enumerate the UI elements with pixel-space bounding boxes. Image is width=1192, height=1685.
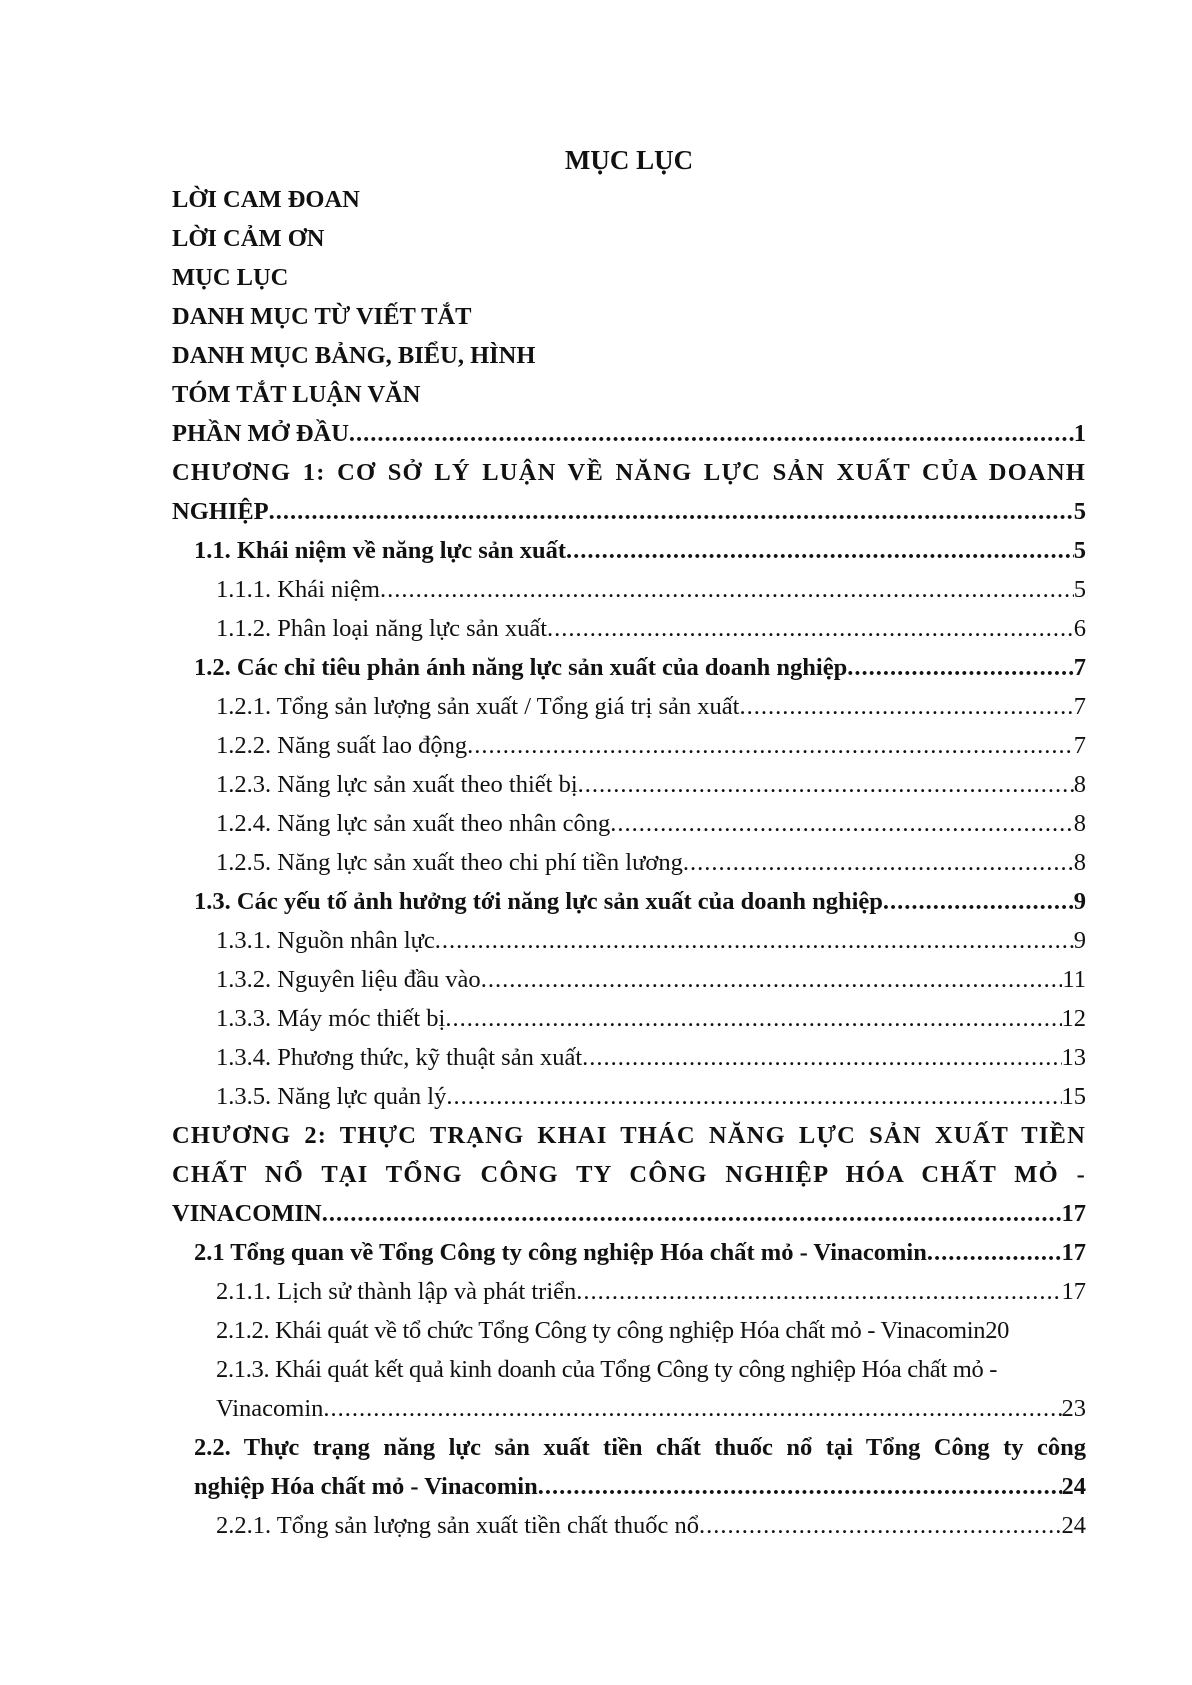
toc-entry-text: 1.2.4. Năng lực sản xuất theo nhân công: [216, 810, 611, 837]
toc-page-number: 15: [1061, 1083, 1086, 1110]
leader-dots: [576, 1272, 1061, 1311]
toc-page-number: 12: [1061, 1005, 1086, 1032]
toc-entry: [172, 1311, 1086, 1350]
toc-entry: [172, 921, 1086, 960]
toc-entry-text: MỤC LỤC: [172, 264, 289, 291]
toc-entry-text: 2.1 Tổng quan về Tổng Công ty công nghiệp Hóa chất mỏ - Vinacomin: [194, 1239, 927, 1266]
toc-page-number: 24: [1061, 1473, 1086, 1500]
toc-entry-text: nghiệp Hóa chất mỏ - Vinacomin: [194, 1473, 538, 1500]
leader-dots: [582, 1038, 1061, 1077]
leader-dots: [322, 1194, 1062, 1233]
toc-entry-text: 1.1. Khái niệm về năng lực sản xuất: [194, 537, 567, 564]
toc-entry: [172, 492, 1086, 531]
leader-dots: [380, 570, 1074, 609]
toc-entry: [172, 336, 1086, 375]
toc-entry: [172, 453, 1086, 492]
toc-entry-text: 1.3.1. Nguồn nhân lực: [216, 927, 435, 954]
toc-entry-text: CHƯƠNG 1: CƠ SỞ LÝ LUẬN VỀ NĂNG LỰC SẢN XUẤT CỦA DOANH: [172, 459, 1086, 486]
toc-entry: [172, 1506, 1086, 1545]
toc-entry-text: CHẤT NỔ TẠI TỔNG CÔNG TY CÔNG NGHIỆP HÓA CHẤT MỎ -: [172, 1161, 1086, 1188]
page-title: MỤC LỤC: [564, 145, 694, 175]
leader-dots: [445, 999, 1061, 1038]
toc-entry-text: 1.2.1. Tổng sản lượng sản xuất / Tổng giá trị sản xuất: [216, 693, 740, 720]
toc-page-number: 17: [1061, 1200, 1086, 1227]
leader-dots: [847, 648, 1074, 687]
toc-entry-text: 2.1.1. Lịch sử thành lập và phát triển: [216, 1278, 577, 1305]
toc-entry: [172, 1467, 1086, 1506]
leader-dots: [566, 531, 1074, 570]
toc-page-number: 17: [1061, 1278, 1086, 1305]
toc-entry: [172, 804, 1086, 843]
toc-entry-text: Vinacomin: [216, 1395, 324, 1422]
toc-entry: [172, 687, 1086, 726]
toc-entry: [172, 1116, 1086, 1155]
leader-dots: [883, 882, 1074, 921]
leader-dots: [446, 1077, 1061, 1116]
toc-page-number: 11: [1062, 966, 1086, 993]
toc-entry-text: TÓM TẮT LUẬN VĂN: [172, 381, 421, 408]
toc-entry-text: 1.2.3. Năng lực sản xuất theo thiết bị: [216, 771, 578, 798]
leader-dots: [578, 765, 1074, 804]
toc-entry: [172, 375, 1086, 414]
toc-page-number: 23: [1061, 1395, 1086, 1422]
toc-entry-text: 1.3.2. Nguyên liệu đầu vào: [216, 966, 481, 993]
toc-page-number: 5: [1073, 537, 1086, 564]
toc-entry-text: 1.3. Các yếu tố ảnh hưởng tới năng lực sản xuất của doanh nghiệp: [194, 888, 883, 915]
toc-entry: [172, 1038, 1086, 1077]
toc-page-number: 7: [1073, 732, 1086, 759]
toc-entry: [172, 1428, 1086, 1467]
toc-entry-text: LỜI CAM ĐOAN: [172, 186, 360, 213]
toc-entry: [172, 1233, 1086, 1272]
leader-dots: [683, 843, 1074, 882]
toc-entry-text: 1.3.3. Máy móc thiết bị: [216, 1005, 446, 1032]
toc-page-number: 8: [1073, 849, 1086, 876]
toc-entry: [172, 765, 1086, 804]
leader-dots: [435, 921, 1074, 960]
toc-entry: [172, 570, 1086, 609]
toc-entry: [172, 1389, 1086, 1428]
toc-page-number: 8: [1073, 810, 1086, 837]
toc-entry: [172, 531, 1086, 570]
leader-dots: [323, 1389, 1061, 1428]
toc-page-number: 5: [1073, 576, 1086, 603]
toc-entry: [172, 180, 1086, 219]
toc-entry-text: 1.1.2. Phân loại năng lực sản xuất: [216, 615, 548, 642]
toc-entry-text: 2.1.2. Khái quát về tổ chức Tổng Công ty công nghiệp Hóa chất mỏ - Vinacomin20: [216, 1317, 1010, 1344]
toc-page-number: 9: [1073, 927, 1086, 954]
toc-entry-text: LỜI CẢM ƠN: [172, 225, 325, 252]
toc-entry-text: 1.1.1. Khái niệm: [216, 576, 380, 603]
toc-page-number: 13: [1061, 1044, 1086, 1071]
toc-entry-text: 1.3.4. Phương thức, kỹ thuật sản xuất: [216, 1044, 583, 1071]
toc-entry-text: PHẦN MỞ ĐẦU: [172, 420, 349, 447]
toc-entry: [172, 1194, 1086, 1233]
toc-page-number: 6: [1073, 615, 1086, 642]
toc-entry: [172, 297, 1086, 336]
toc-page-number: 9: [1073, 888, 1086, 915]
leader-dots: [538, 1467, 1062, 1506]
leader-dots: [699, 1506, 1061, 1545]
toc-page-number: 7: [1073, 654, 1086, 681]
toc-page-number: 7: [1073, 693, 1086, 720]
toc-entry: [172, 609, 1086, 648]
toc-page-number: 24: [1061, 1512, 1086, 1539]
leader-dots: [739, 687, 1073, 726]
toc-entry: [172, 219, 1086, 258]
toc-entry: [172, 726, 1086, 765]
leader-dots: [481, 960, 1063, 999]
toc-entry: [172, 960, 1086, 999]
leader-dots: [349, 414, 1074, 453]
toc-entry: [172, 648, 1086, 687]
leader-dots: [610, 804, 1073, 843]
toc-entry: [172, 1155, 1086, 1194]
leader-dots: [269, 492, 1074, 531]
toc-page-number: 5: [1073, 498, 1086, 525]
toc-page-number: 1: [1073, 420, 1086, 447]
leader-dots: [547, 609, 1074, 648]
table-of-contents: [172, 140, 1086, 1545]
leader-dots: [927, 1233, 1062, 1272]
toc-entry-text: DANH MỤC BẢNG, BIỂU, HÌNH: [172, 342, 536, 369]
toc-entry: [172, 258, 1086, 297]
toc-entry-text: 2.1.3. Khái quát kết quả kinh doanh của Tổng Công ty công nghiệp Hóa chất mỏ -: [216, 1356, 998, 1383]
toc-entry: [172, 1272, 1086, 1311]
toc-entry: [172, 1350, 1086, 1389]
toc-entry: [172, 843, 1086, 882]
toc-page-number: 17: [1061, 1239, 1086, 1266]
toc-entry: [172, 882, 1086, 921]
toc-entry-text: 2.2. Thực trạng năng lực sản xuất tiền chất thuốc nổ tại Tổng Công ty công: [194, 1434, 1086, 1461]
toc-entry: [172, 1077, 1086, 1116]
toc-entry-text: 1.2. Các chỉ tiêu phản ánh năng lực sản xuất của doanh nghiệp: [194, 654, 848, 681]
toc-entry-text: 2.2.1. Tổng sản lượng sản xuất tiền chất thuốc nổ: [216, 1512, 700, 1539]
toc-entry-text: 1.2.5. Năng lực sản xuất theo chi phí tiền lương: [216, 849, 683, 876]
toc-entry-text: 1.3.5. Năng lực quản lý: [216, 1083, 447, 1110]
toc-entry-text: 1.2.2. Năng suất lao động: [216, 732, 468, 759]
toc-entry: [172, 999, 1086, 1038]
leader-dots: [467, 726, 1074, 765]
toc-entry-text: CHƯƠNG 2: THỰC TRẠNG KHAI THÁC NĂNG LỰC SẢN XUẤT TIỀN: [172, 1122, 1086, 1149]
toc-entry-text: VINACOMIN: [172, 1200, 322, 1227]
toc-page-number: 8: [1073, 771, 1086, 798]
toc-entry-text: NGHIỆP: [172, 498, 269, 525]
toc-entry-text: DANH MỤC TỪ VIẾT TẮT: [172, 303, 472, 330]
toc-entry: [172, 414, 1086, 453]
